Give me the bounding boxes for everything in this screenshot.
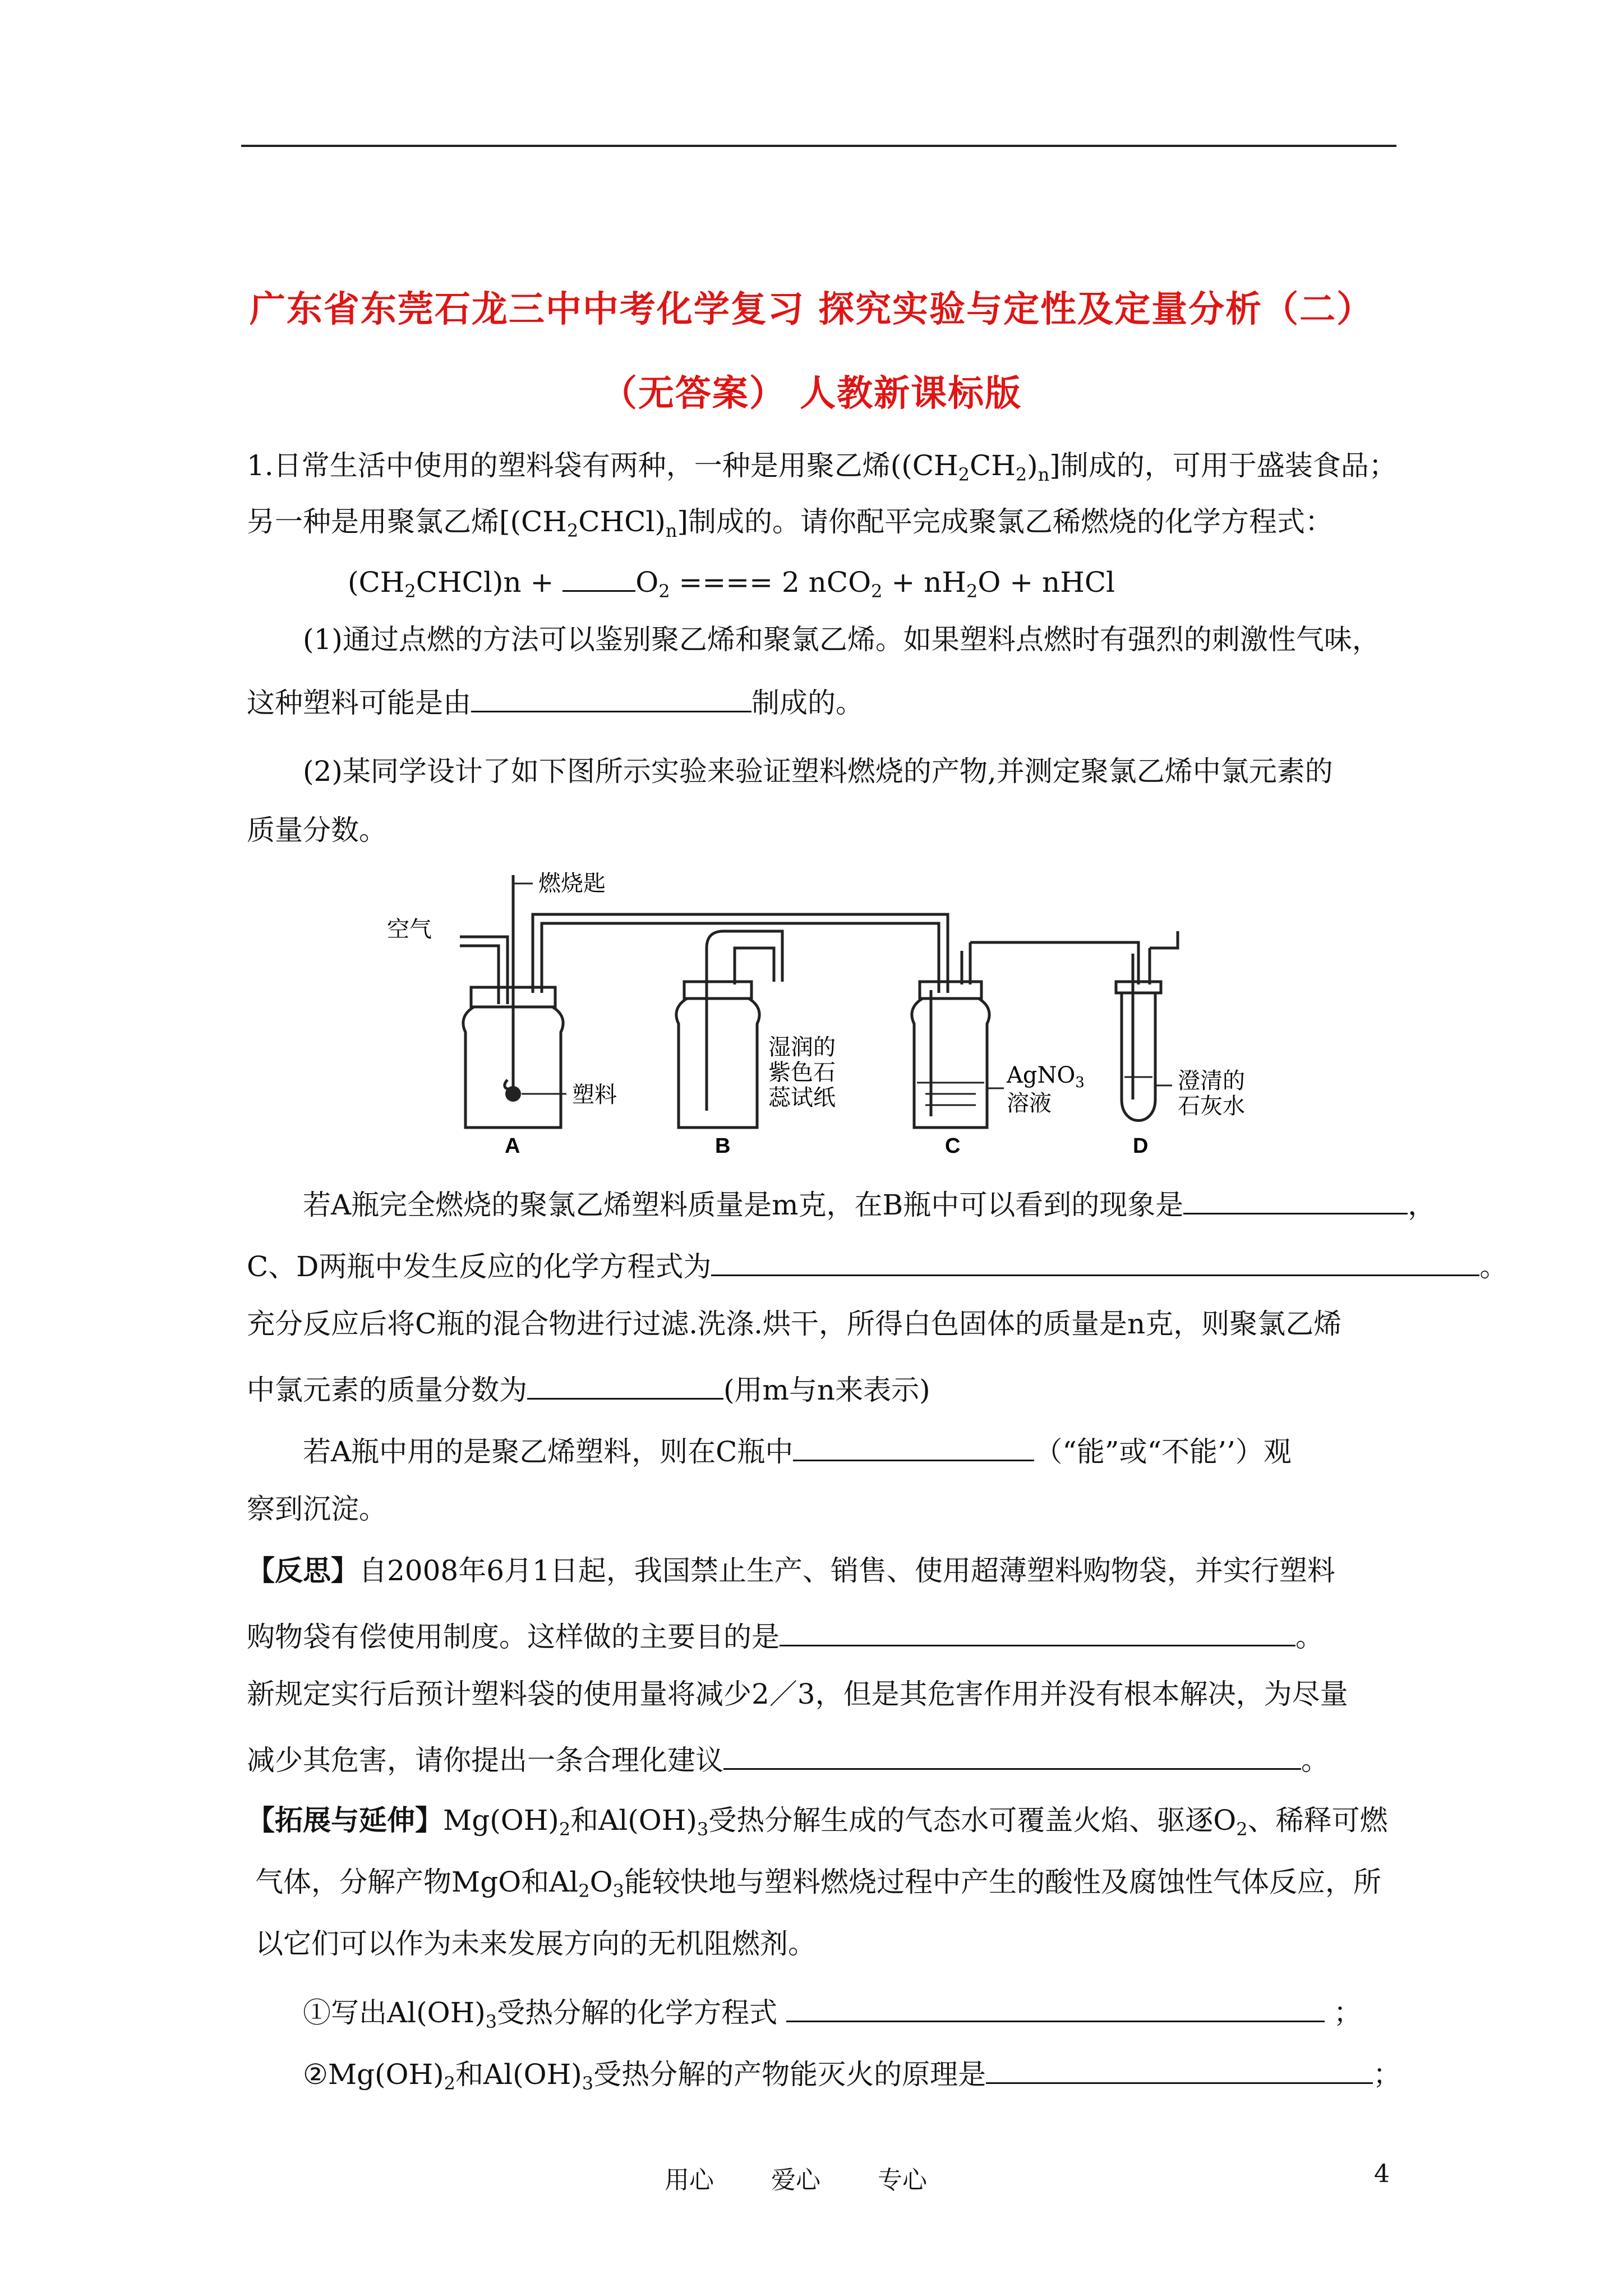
reflection-line1: 【反思】自2008年6月1日起，我国禁止生产、销售、使用超薄塑料购物袋，并实行塑料 — [247, 1554, 1335, 1587]
extension-line2: 气体，分解产物MgO和$Al_2O_3$能较快地与塑料燃烧过程中产生的酸性及腐蚀性气体反应，所 — [255, 1866, 1382, 1902]
footer-motto-3: 专心 — [878, 2166, 927, 2194]
extension-line3: 以它们可以作为未来发展方向的无机阻燃剂。 — [255, 1927, 816, 1960]
precipitate-blank[interactable] — [793, 1430, 1034, 1461]
q1-b-line4: 中氯元素的质量分数为 (用m与n来表示) — [247, 1369, 930, 1407]
q1-b-line6: 察到沉淀。 — [247, 1493, 387, 1525]
plastic-type-blank[interactable] — [471, 682, 751, 712]
reflection-line4: 减少其危害，请你提出一条合理化建议 。 — [247, 1739, 1329, 1777]
footer-motto-2: 爱心 — [771, 2166, 820, 2194]
page-title-line1: 广东省东莞石龙三中中考化学复习 探究实验与定性及定量分析（二） — [249, 288, 1374, 330]
bottle-c-label-1: AgNO$_3$ — [1007, 1062, 1085, 1091]
q1-sub2-line2: 质量分数。 — [247, 814, 387, 846]
q1-line2: 另一种是用聚氯乙烯$[(CH_2CHCl)_n]$制成的。请你配平完成聚氯乙稀燃烧的化学方程式： — [247, 505, 1333, 541]
q1-line1: 1.日常生活中使用的塑料袋有两种，一种是用聚乙烯$((CH_2CH_2)_n]$制成的，可用于盛装食品； — [247, 449, 1397, 485]
footer-motto-1: 用心 — [665, 2166, 714, 2194]
label-d: D — [1133, 1134, 1149, 1156]
q1-b-line1: 若A瓶完全燃烧的聚氯乙烯塑料质量是m克，在B瓶中可以看到的现象是 ， — [303, 1184, 1436, 1222]
burner-label: 燃烧匙 — [538, 871, 606, 896]
fire-principle-blank[interactable] — [986, 2053, 1373, 2084]
q1-b-line2: C、D两瓶中发生反应的化学方程式为 。 — [247, 1245, 1507, 1283]
tube-d-label-1: 澄清的 — [1178, 1068, 1245, 1094]
label-c: C — [945, 1134, 961, 1156]
cd-equation-blank[interactable] — [711, 1245, 1479, 1276]
label-b: B — [715, 1134, 731, 1156]
bottle-b-label-2: 紫色石 — [768, 1060, 836, 1085]
q1-sub2-line1: (2)某同学设计了如下图所示实验来验证塑料燃烧的产物,并测定聚氯乙烯中氯元素的 — [303, 755, 1333, 788]
label-a: A — [505, 1134, 520, 1156]
equation-blank[interactable] — [562, 561, 635, 592]
reflection-line3: 新规定实行后预计塑料袋的使用量将减少2／3，但是其危害作用并没有根本解决，为尽量 — [247, 1678, 1348, 1710]
q1-b-line5: 若A瓶中用的是聚乙烯塑料，则在C瓶中 （“能”或“不能’’）观 — [303, 1430, 1292, 1469]
bottle-b-label-3: 蕊试纸 — [768, 1085, 836, 1111]
bottle-c-label-2: 溶液 — [1007, 1091, 1052, 1116]
page-number: 4 — [1374, 2160, 1390, 2188]
extension-q1: ①写出$Al(OH)_3$受热分解的化学方程式 ； — [303, 1991, 1362, 2039]
plastic-label: 塑料 — [572, 1082, 617, 1108]
bottle-b-phenomenon-blank[interactable] — [1183, 1184, 1408, 1214]
tube-d-label-2: 石灰水 — [1178, 1093, 1245, 1119]
purpose-blank[interactable] — [780, 1616, 1295, 1646]
bottle-b-label-1: 湿润的 — [768, 1034, 836, 1060]
chlorine-fraction-blank[interactable] — [527, 1369, 723, 1400]
reflection-line2: 购物袋有偿使用制度。这样做的主要目的是 。 — [247, 1616, 1324, 1654]
header-rule — [241, 145, 1396, 147]
q1-b-line3: 充分反应后将C瓶的混合物进行过滤.洗涤.烘干，所得白色固体的质量是n克，则聚氯乙烯 — [247, 1308, 1342, 1340]
apparatus-diagram — [370, 864, 1312, 1156]
q1-equation: $(CH_2CHCl)n + O_2$ ==== 2 $nCO_2 + nH_2O$ + nHCl — [348, 561, 1115, 608]
q1-sub1-line2: 这种塑料可能是由 制成的。 — [247, 682, 864, 720]
suggestion-blank[interactable] — [723, 1739, 1301, 1770]
extension-line1: 【拓展与延伸】$Mg(OH)_2$和$Al(OH)_3$受热分解生成的气态水可覆盖火焰、驱逐$O_2$、稀释可燃 — [247, 1803, 1388, 1840]
extension-q2: $②Mg(OH)_2$和$Al(OH)_3$受热分解的产物能灭火的原理是 ； — [303, 2053, 1401, 2100]
air-label: 空气 — [387, 917, 432, 942]
q1-sub1-line1: (1)通过点燃的方法可以鉴别聚乙烯和聚氯乙烯。如果塑料点燃时有强烈的刺激性气味， — [303, 623, 1380, 656]
plastic-sample-shape — [505, 1086, 521, 1102]
aloh3-equation-blank[interactable] — [786, 1991, 1325, 2022]
page-title-line2: （无答案） 人教新课标版 — [601, 372, 1022, 415]
